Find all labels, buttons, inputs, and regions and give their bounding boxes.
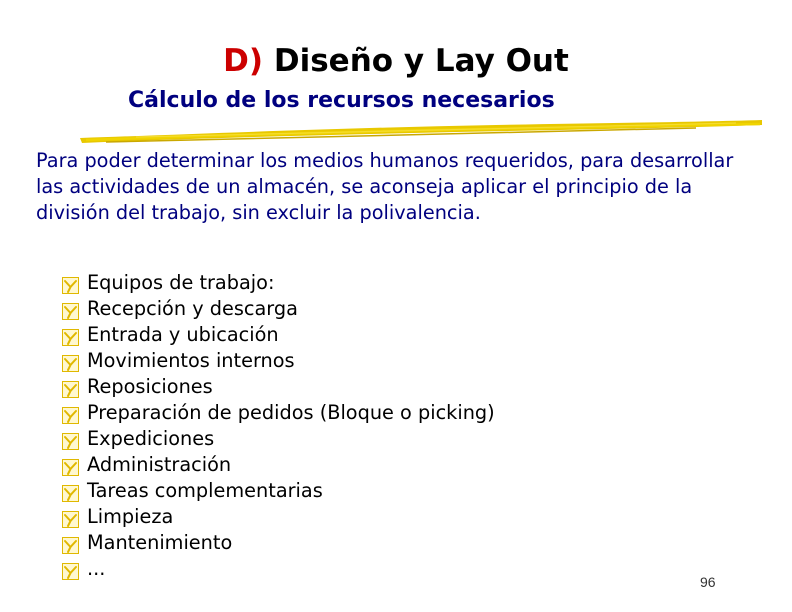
page-number: 96 [700, 574, 716, 590]
list-item [62, 452, 742, 478]
list-item [62, 530, 742, 556]
y-bullet-icon [62, 379, 79, 396]
list-item [62, 504, 742, 530]
slide-subtitle: Cálculo de los recursos necesarios [128, 88, 555, 113]
list-item [62, 478, 742, 504]
list-item [62, 296, 742, 322]
y-bullet-icon [62, 327, 79, 344]
y-bullet-icon [62, 561, 79, 578]
y-bullet-icon [62, 275, 79, 292]
list-item-text: Administración [87, 453, 232, 476]
y-bullet-icon [62, 509, 79, 526]
y-bullet-icon [62, 457, 79, 474]
list-item-text: Entrada y ubicación [87, 323, 279, 346]
list-item [62, 322, 742, 348]
list-item [62, 270, 742, 296]
bullet-list [62, 270, 742, 582]
yellow-brush-divider [76, 116, 766, 146]
list-item-text: Tareas complementarias [87, 479, 323, 502]
list-item-text: Limpieza [87, 505, 174, 528]
list-item-text: Preparación de pedidos (Bloque o picking) [87, 401, 495, 424]
title-text: Diseño y Lay Out [273, 43, 569, 79]
intro-paragraph: Para poder determinar los medios humanos requeridos, para desarrollar las actividades de un almacén, se aconseja aplicar el principio de la división del trabajo, sin excluir la polivalencia. [36, 149, 734, 224]
list-item-text: Movimientos internos [87, 349, 295, 372]
title-prefix: D) [223, 43, 264, 79]
list-item [62, 400, 742, 426]
y-bullet-icon [62, 301, 79, 318]
list-item-text: Recepción y descarga [87, 297, 298, 320]
y-bullet-icon [62, 483, 79, 500]
list-item-text: Equipos de trabajo: [87, 271, 275, 294]
list-item [62, 374, 742, 400]
list-item-text: Reposiciones [87, 375, 213, 398]
list-item-text: Mantenimiento [87, 531, 233, 554]
list-item [62, 556, 742, 582]
list-item [62, 426, 742, 452]
y-bullet-icon [62, 535, 79, 552]
y-bullet-icon [62, 431, 79, 448]
list-item-text: ... [87, 557, 106, 580]
list-item [62, 348, 742, 374]
slide-title [0, 42, 792, 80]
y-bullet-icon [62, 405, 79, 422]
list-item-text: Expediciones [87, 427, 215, 450]
y-bullet-icon [62, 353, 79, 370]
